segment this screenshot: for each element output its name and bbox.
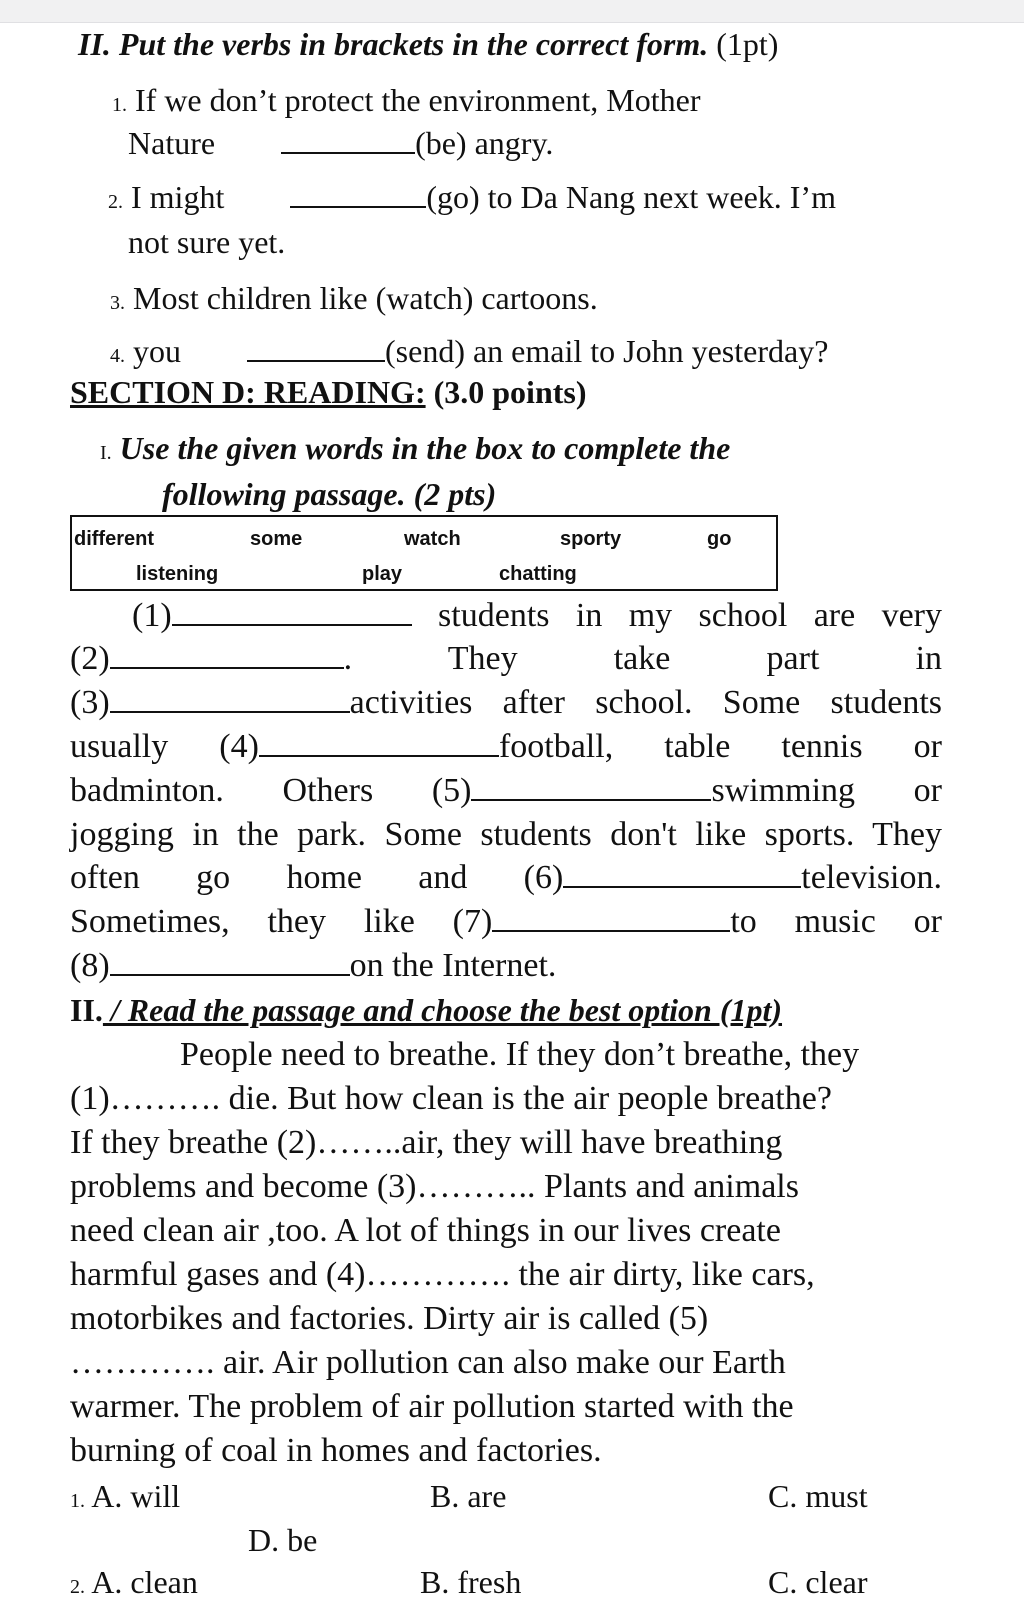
passage-text: television.: [801, 859, 942, 896]
item-number: 4.: [110, 345, 125, 367]
passage-text: Sometimes, they like (7): [70, 903, 493, 940]
answer-blank[interactable]: [281, 126, 415, 154]
verbs-heading-text: II. Put the verbs in brackets in the correct form.: [78, 26, 709, 62]
item-text: (go) to Da Nang next week. I’m: [426, 179, 836, 215]
task-2-title: / Read the passage and choose the best option (1pt): [102, 992, 783, 1028]
reading-line-7: motorbikes and factories. Dirty air is called (5): [70, 1300, 709, 1337]
passage-text: activities after school. Some students: [349, 684, 942, 721]
verbs-heading: [78, 24, 778, 64]
passage-text: in: [915, 640, 943, 677]
passage-text: They: [447, 640, 518, 677]
task-number: I.: [100, 442, 112, 464]
passage-text: on the Internet.: [349, 947, 557, 984]
passage-line-5: [70, 770, 942, 812]
passage-line-7: [70, 857, 942, 899]
answer-blank[interactable]: [259, 729, 499, 757]
passage-text: students in my school are very: [438, 597, 942, 634]
word-box: [70, 515, 778, 591]
blank-label: (3): [70, 684, 110, 721]
word-watch: watch: [404, 528, 461, 550]
answer-blank[interactable]: [110, 948, 350, 976]
passage-text: football, table tennis or: [498, 728, 942, 765]
task-1-heading: [100, 428, 730, 473]
item-text: Nature: [128, 125, 216, 161]
passage-text: to music or: [730, 903, 943, 940]
passage-line-8: [70, 901, 942, 943]
answer-blank[interactable]: [110, 685, 350, 713]
option-c[interactable]: C. must: [768, 1478, 868, 1514]
blank-label: (1): [132, 597, 172, 634]
passage-line-9: [70, 945, 556, 987]
item-text: (send) an email to John yesterday?: [385, 333, 829, 369]
blank-label: (2): [70, 640, 110, 677]
option-row-2: [70, 1562, 198, 1607]
answer-blank[interactable]: [471, 773, 711, 801]
passage-line-2: [70, 638, 942, 680]
verb-item-2-line2: not sure yet.: [128, 224, 286, 260]
reading-line-4: problems and become (3)……….. Plants and animals: [70, 1168, 799, 1205]
passage-text: jogging in the park. Some students don't like sports. They: [70, 816, 942, 853]
passage-text: part: [766, 640, 820, 677]
word-some: some: [250, 528, 303, 550]
reading-line-8: …………. air. Air pollution can also make our Earth: [70, 1344, 786, 1381]
question-number: 2.: [70, 1576, 85, 1598]
answer-blank[interactable]: [172, 598, 412, 626]
passage-line-4: [70, 726, 942, 768]
option-a[interactable]: A. clean: [91, 1564, 198, 1600]
item-text: I might: [131, 179, 225, 215]
verb-item-1: [112, 80, 700, 125]
option-row-1: [70, 1476, 180, 1521]
answer-blank[interactable]: [247, 334, 385, 362]
question-number: 1.: [70, 1490, 85, 1512]
reading-line-9: warmer. The problem of air pollution started with the: [70, 1388, 794, 1425]
task-1-heading-line1: Use the given words in the box to complete the: [119, 430, 731, 466]
passage-text: badminton. Others (5): [70, 772, 472, 809]
passage-line-6: [70, 814, 942, 856]
task-2-heading: [70, 990, 782, 1030]
verb-item-2: [108, 177, 836, 222]
item-number: 3.: [110, 292, 125, 314]
passage-text: swimming or: [711, 772, 942, 809]
passage-text: often go home and (6): [70, 859, 564, 896]
answer-blank[interactable]: [290, 180, 426, 208]
blank-label: (8): [70, 947, 110, 984]
reading-line-5: need clean air ,too. A lot of things in our lives create: [70, 1212, 781, 1249]
section-d-title: SECTION D: READING:: [70, 374, 426, 410]
item-number: 1.: [112, 94, 127, 116]
word-listening: listening: [136, 563, 219, 585]
word-play: play: [362, 563, 403, 585]
item-number: 2.: [108, 191, 123, 213]
option-d[interactable]: D. be: [248, 1522, 318, 1558]
reading-line-10: burning of coal in homes and factories.: [70, 1432, 602, 1469]
verbs-heading-points: (1pt): [716, 26, 779, 62]
passage-text: take: [613, 640, 671, 677]
verb-item-1-line2: [128, 123, 553, 163]
word-different: different: [74, 528, 154, 550]
passage-line-3: [70, 682, 942, 724]
option-b[interactable]: B. fresh: [420, 1564, 522, 1600]
verb-item-4: [110, 331, 828, 376]
answer-blank[interactable]: [563, 860, 801, 888]
section-d-heading: [70, 372, 587, 412]
task-number: II.: [70, 992, 103, 1028]
word-sporty: sporty: [560, 528, 622, 550]
task-1-heading-line2: following passage. (2 pts): [162, 476, 497, 512]
reading-line-6: harmful gases and (4)…………. the air dirty, like cars,: [70, 1256, 815, 1293]
reading-line-3: If they breathe (2)……..air, they will have breathing: [70, 1124, 783, 1161]
passage-text: .: [343, 640, 353, 677]
answer-blank[interactable]: [110, 641, 344, 669]
verb-item-3: [110, 278, 598, 323]
section-d-points: (3.0 points): [425, 374, 587, 410]
item-text: (be) angry.: [415, 125, 554, 161]
word-chatting: chatting: [499, 563, 577, 585]
item-text: Most children like (watch) cartoons.: [133, 280, 598, 316]
option-a[interactable]: A. will: [91, 1478, 181, 1514]
option-b[interactable]: B. are: [430, 1478, 507, 1514]
word-go: go: [707, 528, 732, 550]
reading-line-2: (1)………. die. But how clean is the air people breathe?: [70, 1080, 832, 1117]
option-c[interactable]: C. clear: [768, 1564, 868, 1600]
item-text: you: [133, 333, 181, 369]
passage-line-1: [132, 595, 942, 637]
item-text: If we don’t protect the environment, Mother: [135, 82, 701, 118]
passage-text: usually (4): [70, 728, 259, 765]
reading-line-1: People need to breathe. If they don’t breathe, they: [180, 1036, 860, 1073]
answer-blank[interactable]: [492, 904, 730, 932]
viewer-top-bar: [0, 0, 1024, 23]
